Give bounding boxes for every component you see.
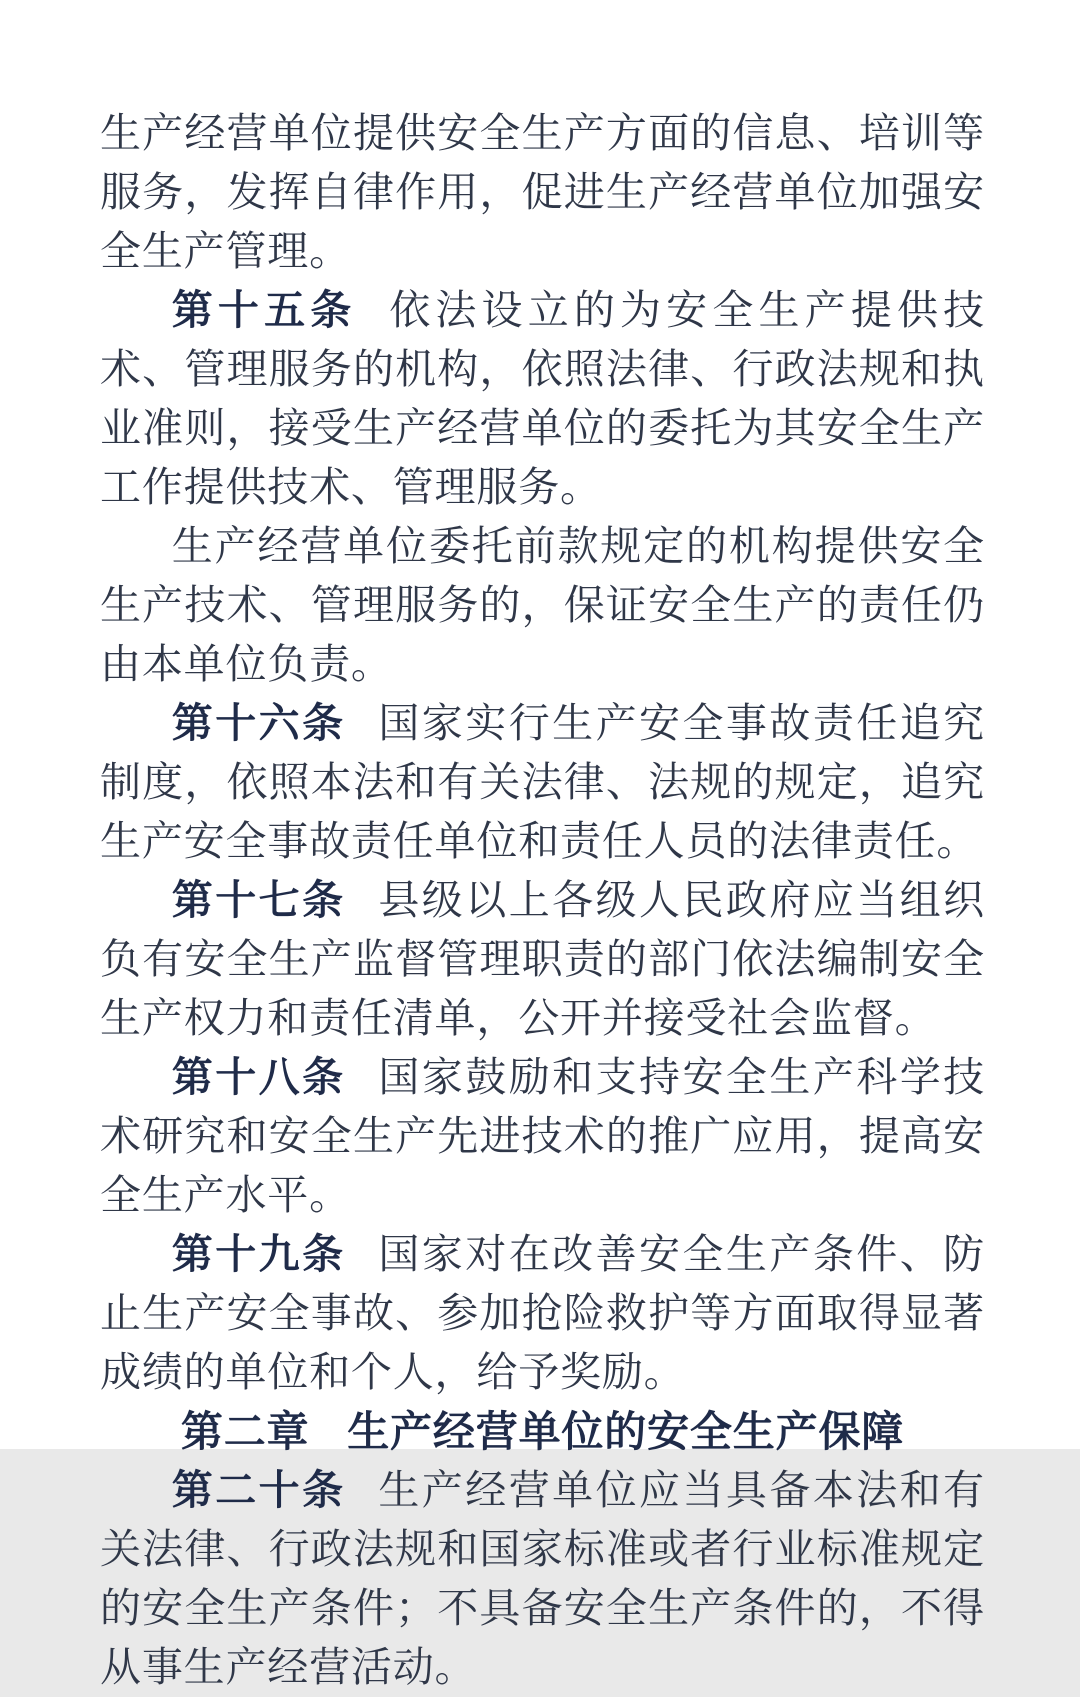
paragraph-article-16 [100,694,985,871]
paragraph-article-15-clause-2 [100,517,985,694]
paragraph-text: 生产经营单位委托前款规定的机构提供安全生产技术、管理服务的，保证安全生产的责任仍由本单位负责。 [100,522,985,688]
article-number: 第十八条 [171,1053,346,1101]
article-number: 第二十条 [171,1466,346,1514]
paragraph-article-17 [100,871,985,1048]
paragraph-article-20 [100,1461,985,1697]
article-number: 第十六条 [171,699,346,747]
article-number: 第十九条 [171,1230,346,1278]
paragraph-continuation [100,104,985,281]
chapter-heading [100,1402,985,1461]
paragraph-text: 生产经营单位应当具备本法和有关法律、行政法规和国家标准或者行业标准规定的安全生产条件；不具备安全生产条件的，不得从事生产经营活动。 [100,1466,985,1691]
paragraph-text: 国家对在改善安全生产条件、防止生产安全事故、参加抢险救护等方面取得显著成绩的单位和个人，给予奖励。 [100,1230,985,1396]
paragraph-text: 生产经营单位提供安全生产方面的信息、培训等服务，发挥自律作用，促进生产经营单位加强安全生产管理。 [100,109,985,275]
document-content [100,104,985,1697]
article-number: 第十五条 [171,286,357,334]
chapter-number: 第二章 [180,1407,310,1456]
paragraph-text: 国家实行生产安全事故责任追究制度，依照本法和有关法律、法规的规定，追究生产安全事故责任单位和责任人员的法律责任。 [100,699,985,865]
paragraph-text: 依法设立的为安全生产提供技术、管理服务的机构，依照法律、行政法规和执业准则，接受生产经营单位的委托为其安全生产工作提供技术、管理服务。 [100,286,985,511]
paragraph-text: 县级以上各级人民政府应当组织负有安全生产监督管理职责的部门依法编制安全生产权力和责任清单，公开并接受社会监督。 [100,876,985,1042]
chapter-title: 生产经营单位的安全生产保障 [347,1407,905,1456]
paragraph-article-18 [100,1048,985,1225]
paragraph-text: 国家鼓励和支持安全生产科学技术研究和安全生产先进技术的推广应用，提高安全生产水平。 [100,1053,985,1219]
paragraph-article-19 [100,1225,985,1402]
paragraph-article-15 [100,281,985,517]
article-number: 第十七条 [171,876,346,924]
